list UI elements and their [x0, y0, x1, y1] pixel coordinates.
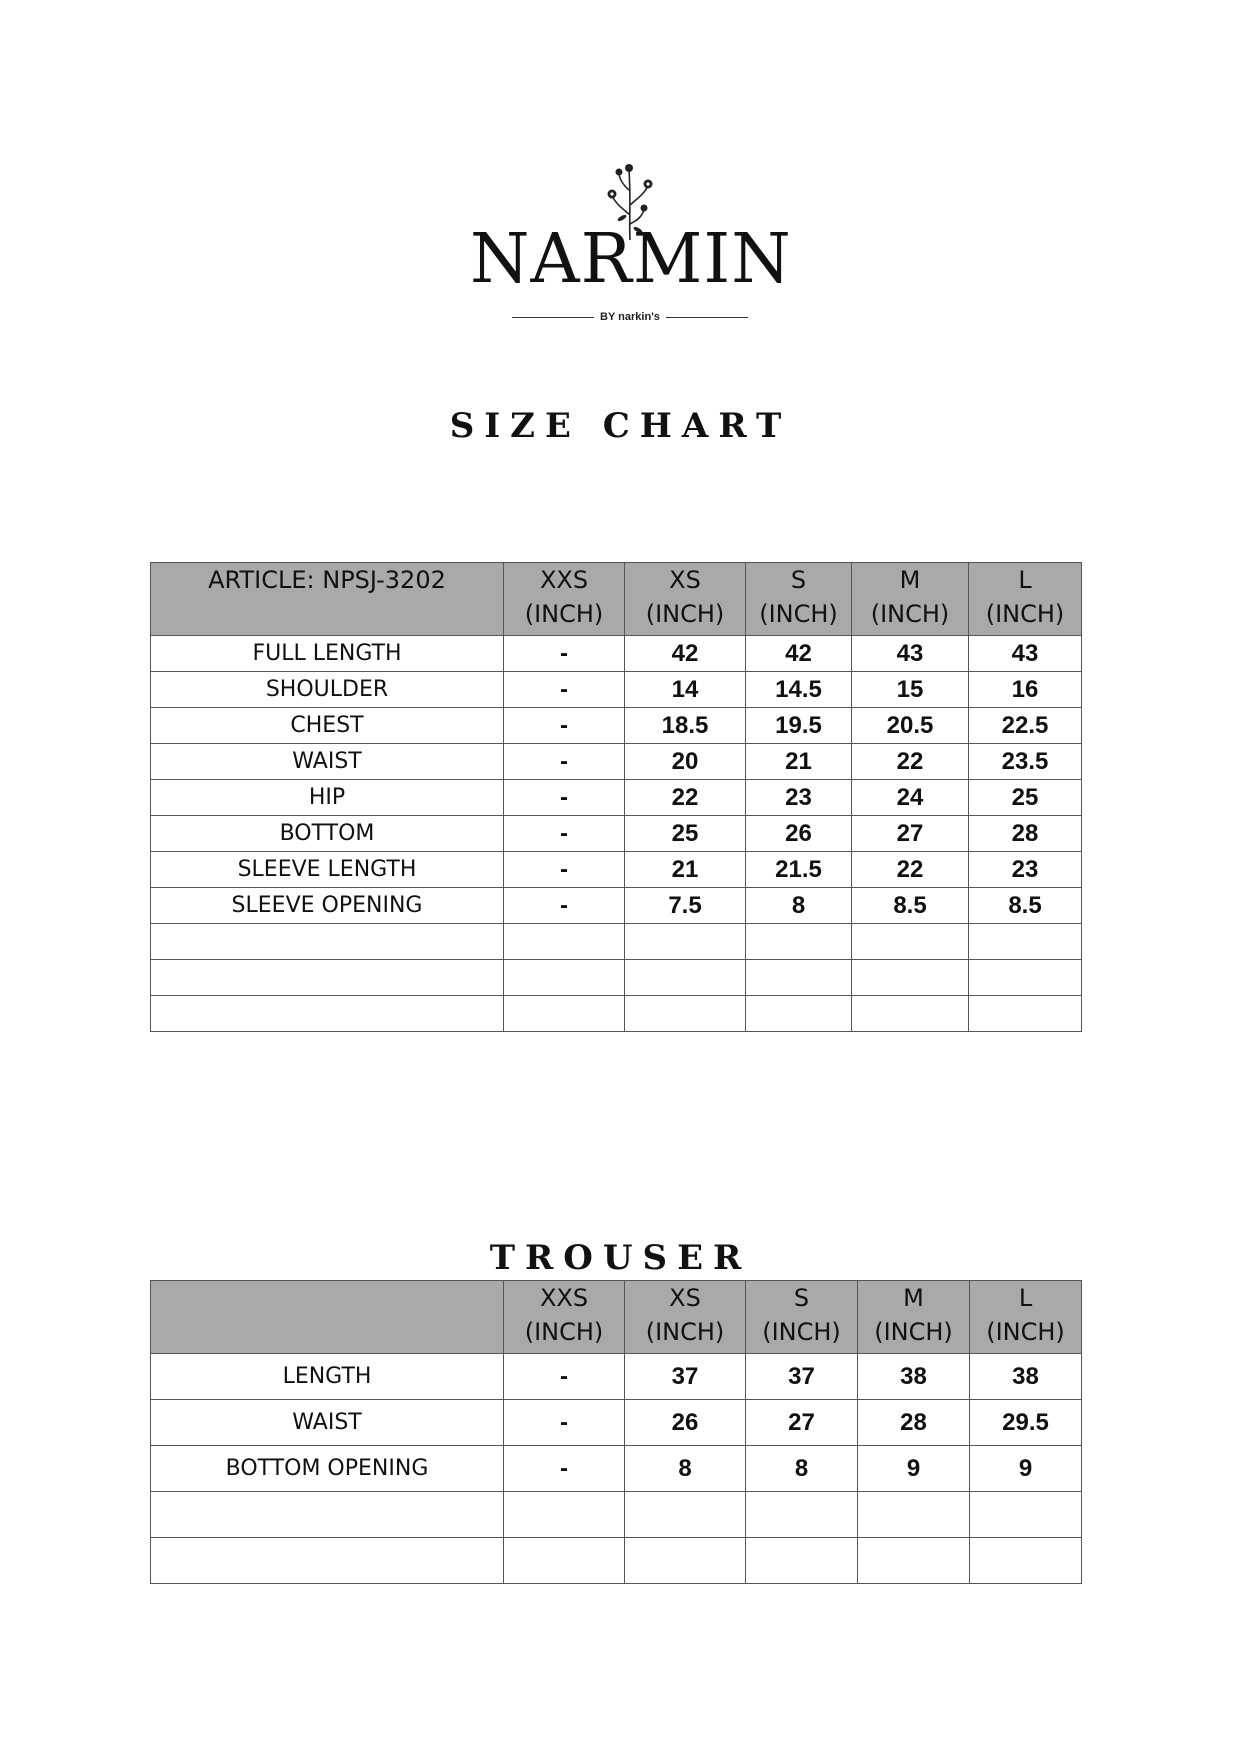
column-header [504, 563, 625, 636]
measurement-cell: 8 [746, 1446, 858, 1492]
table-row [151, 636, 1082, 672]
empty-cell [151, 924, 504, 960]
measurement-cell: 23 [969, 852, 1082, 888]
measurement-cell: 26 [746, 816, 852, 852]
empty-cell [746, 960, 852, 996]
empty-cell [746, 1538, 858, 1584]
measurement-cell: 22 [625, 780, 746, 816]
measurement-cell: 8 [746, 888, 852, 924]
measurement-cell: 20.5 [852, 708, 969, 744]
measurement-cell: 37 [625, 1354, 746, 1400]
measurement-cell: 28 [858, 1400, 970, 1446]
table-row [151, 852, 1082, 888]
empty-cell [504, 924, 625, 960]
empty-cell [151, 1492, 504, 1538]
empty-row [151, 1538, 1082, 1584]
table-row [151, 1354, 1082, 1400]
size-label: XS [669, 1284, 701, 1312]
table-row [151, 888, 1082, 924]
trouser-chart-header-row [151, 1281, 1082, 1354]
size-chart-title: SIZE CHART [449, 406, 792, 446]
empty-cell [746, 996, 852, 1032]
measurement-cell: - [504, 888, 625, 924]
empty-row [151, 1492, 1082, 1538]
row-label: FULL LENGTH [151, 636, 504, 672]
size-label: S [793, 1284, 810, 1312]
size-label: M [903, 1284, 924, 1312]
measurement-cell: 18.5 [625, 708, 746, 744]
measurement-cell: 14.5 [746, 672, 852, 708]
row-label: SLEEVE OPENING [151, 888, 504, 924]
unit-label: (INCH) [985, 600, 1065, 628]
column-header [969, 563, 1082, 636]
measurement-cell: 23.5 [969, 744, 1082, 780]
size-chart-header-row [151, 563, 1082, 636]
measurement-cell: 8.5 [969, 888, 1082, 924]
measurement-cell: 14 [625, 672, 746, 708]
column-header [625, 1281, 746, 1354]
empty-row [151, 996, 1082, 1032]
size-chart-table [150, 562, 1082, 1032]
empty-cell [151, 996, 504, 1032]
column-header [970, 1281, 1082, 1354]
measurement-cell: 22.5 [969, 708, 1082, 744]
empty-cell [852, 924, 969, 960]
measurement-cell: 8 [625, 1446, 746, 1492]
row-label: CHEST [151, 708, 504, 744]
measurement-cell: - [504, 636, 625, 672]
measurement-cell: 9 [858, 1446, 970, 1492]
measurement-cell: 25 [969, 780, 1082, 816]
column-header [852, 563, 969, 636]
unit-label: (INCH) [645, 1318, 725, 1346]
measurement-cell: 21 [625, 852, 746, 888]
measurement-cell: 43 [852, 636, 969, 672]
measurement-cell: - [504, 1400, 625, 1446]
measurement-cell: 26 [625, 1400, 746, 1446]
measurement-cell: 24 [852, 780, 969, 816]
empty-cell [852, 960, 969, 996]
measurement-cell: - [504, 816, 625, 852]
unit-label: (INCH) [762, 1318, 841, 1346]
unit-label: (INCH) [870, 600, 950, 628]
measurement-cell: 15 [852, 672, 969, 708]
table-row [151, 1446, 1082, 1492]
size-label: M [899, 566, 921, 594]
row-label: LENGTH [151, 1354, 504, 1400]
unit-label: (INCH) [645, 600, 725, 628]
measurement-cell: 25 [625, 816, 746, 852]
empty-cell [625, 960, 746, 996]
column-header [746, 563, 852, 636]
empty-row [151, 960, 1082, 996]
measurement-cell: - [504, 780, 625, 816]
table-row [151, 1400, 1082, 1446]
brand-name: NARMIN [470, 220, 792, 299]
empty-cell [746, 1492, 858, 1538]
brand-subtitle [470, 311, 790, 323]
size-label: XXS [539, 1284, 589, 1312]
empty-cell [151, 1538, 504, 1584]
measurement-cell: 22 [852, 744, 969, 780]
empty-cell [858, 1538, 970, 1584]
row-label: WAIST [151, 744, 504, 780]
measurement-cell: 37 [746, 1354, 858, 1400]
measurement-cell: 21.5 [746, 852, 852, 888]
row-label: SHOULDER [151, 672, 504, 708]
column-header [858, 1281, 970, 1354]
measurement-cell: 19.5 [746, 708, 852, 744]
size-label: L [1018, 566, 1032, 594]
brand-logo [470, 160, 790, 330]
size-label: XS [669, 566, 701, 594]
measurement-cell: 43 [969, 636, 1082, 672]
empty-cell [858, 1492, 970, 1538]
measurement-cell: 29.5 [970, 1400, 1082, 1446]
empty-cell [969, 996, 1082, 1032]
measurement-cell: 9 [970, 1446, 1082, 1492]
table-row [151, 780, 1082, 816]
empty-cell [504, 1492, 625, 1538]
empty-cell [969, 924, 1082, 960]
trouser-chart-table [150, 1280, 1082, 1584]
brand-sub-text: BY narkin's [600, 311, 660, 323]
measurement-cell: 38 [970, 1354, 1082, 1400]
table-row [151, 672, 1082, 708]
empty-cell [852, 996, 969, 1032]
empty-cell [151, 960, 504, 996]
measurement-cell: 42 [746, 636, 852, 672]
row-label: BOTTOM [151, 816, 504, 852]
measurement-cell: 23 [746, 780, 852, 816]
empty-cell [969, 960, 1082, 996]
measurement-cell: 28 [969, 816, 1082, 852]
unit-label: (INCH) [524, 600, 604, 628]
empty-row [151, 924, 1082, 960]
unit-label: (INCH) [986, 1318, 1065, 1346]
table-row [151, 708, 1082, 744]
column-header [625, 563, 746, 636]
measurement-cell: 8.5 [852, 888, 969, 924]
row-label: SLEEVE LENGTH [151, 852, 504, 888]
row-label: BOTTOM OPENING [151, 1446, 504, 1492]
measurement-cell: 16 [969, 672, 1082, 708]
measurement-cell: - [504, 708, 625, 744]
blank-header [151, 1281, 504, 1354]
empty-cell [625, 996, 746, 1032]
empty-cell [504, 996, 625, 1032]
measurement-cell: 38 [858, 1354, 970, 1400]
measurement-cell: - [504, 1446, 625, 1492]
measurement-cell: 22 [852, 852, 969, 888]
table-row [151, 816, 1082, 852]
unit-label: (INCH) [759, 600, 838, 628]
unit-label: (INCH) [874, 1318, 953, 1346]
article-header: ARTICLE: NPSJ-3202 [151, 563, 504, 636]
measurement-cell: - [504, 672, 625, 708]
measurement-cell: 21 [746, 744, 852, 780]
row-label: HIP [151, 780, 504, 816]
size-label: XXS [539, 566, 589, 594]
empty-cell [625, 924, 746, 960]
empty-cell [504, 1538, 625, 1584]
divider [512, 317, 594, 318]
table-row [151, 744, 1082, 780]
measurement-cell: - [504, 1354, 625, 1400]
empty-cell [970, 1492, 1082, 1538]
measurement-cell: 7.5 [625, 888, 746, 924]
trouser-title: TROUSER [489, 1238, 752, 1278]
column-header [746, 1281, 858, 1354]
unit-label: (INCH) [524, 1318, 604, 1346]
empty-cell [625, 1492, 746, 1538]
row-label: WAIST [151, 1400, 504, 1446]
empty-cell [625, 1538, 746, 1584]
size-label: L [1018, 1284, 1033, 1312]
divider [666, 317, 748, 318]
empty-cell [746, 924, 852, 960]
measurement-cell: - [504, 744, 625, 780]
measurement-cell: - [504, 852, 625, 888]
measurement-cell: 20 [625, 744, 746, 780]
measurement-cell: 42 [625, 636, 746, 672]
empty-cell [970, 1538, 1082, 1584]
measurement-cell: 27 [746, 1400, 858, 1446]
measurement-cell: 27 [852, 816, 969, 852]
empty-cell [504, 960, 625, 996]
column-header [504, 1281, 625, 1354]
size-label: S [790, 566, 807, 594]
